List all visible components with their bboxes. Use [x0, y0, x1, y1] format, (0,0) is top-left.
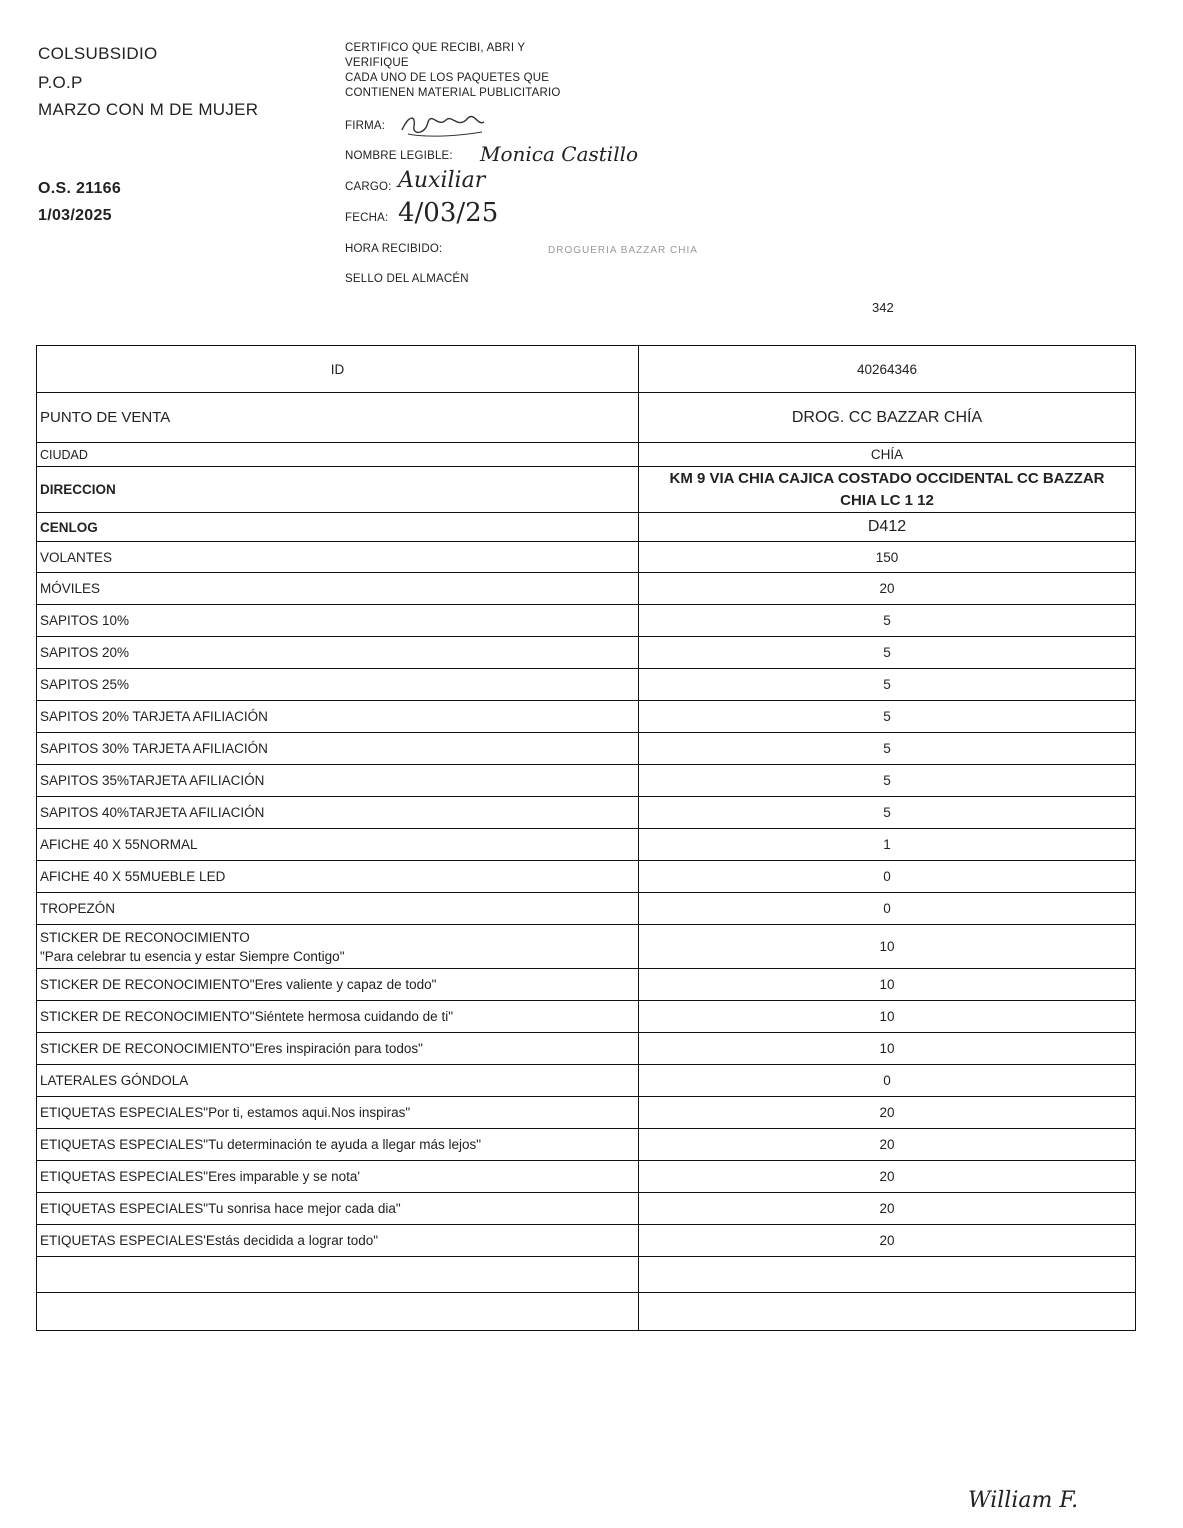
firma-signature — [398, 108, 488, 140]
row-value-cell — [639, 893, 1136, 925]
row-value: 10 — [879, 939, 895, 954]
row-value-cell — [639, 829, 1136, 861]
row-value: 5 — [883, 677, 891, 692]
row-label-cell — [37, 467, 639, 513]
nombre-value: Monica Castillo — [480, 142, 639, 166]
row-value-cell — [639, 605, 1136, 637]
row-label-cell — [37, 542, 639, 573]
row-label-cell — [37, 1001, 639, 1033]
fecha-value: 4/03/25 — [398, 198, 499, 228]
row-value-cell — [639, 765, 1136, 797]
table-row — [37, 925, 1136, 969]
table-row — [37, 1193, 1136, 1225]
row-value-cell — [639, 542, 1136, 573]
row-value: 10 — [879, 1041, 895, 1056]
row-label: SAPITOS 35%TARJETA AFILIACIÓN — [40, 773, 265, 788]
row-label: ETIQUETAS ESPECIALES"Eres imparable y se nota' — [40, 1169, 360, 1184]
row-label-line2: "Para celebrar tu esencia y estar Siempre Contigo" — [40, 948, 345, 964]
row-value: DROG. CC BAZZAR CHÍA — [791, 408, 983, 426]
row-value: 5 — [883, 805, 891, 820]
row-value-cell — [639, 573, 1136, 605]
row-label: SAPITOS 20% TARJETA AFILIACIÓN — [40, 709, 268, 724]
row-label: AFICHE 40 X 55MUEBLE LED — [40, 869, 226, 884]
pop-label: P.O.P — [38, 73, 83, 92]
table-row — [37, 573, 1136, 605]
row-label: PUNTO DE VENTA — [40, 409, 171, 426]
row-label: DIRECCION — [40, 482, 116, 497]
empty-cell — [37, 1257, 639, 1293]
row-label: SAPITOS 30% TARJETA AFILIACIÓN — [40, 741, 268, 756]
row-value-cell — [639, 733, 1136, 765]
table-row — [37, 733, 1136, 765]
company-name: COLSUBSIDIO — [38, 44, 158, 63]
row-label-cell — [37, 1033, 639, 1065]
row-value: 150 — [875, 549, 899, 565]
row-value: 1 — [883, 837, 891, 852]
row-label: VOLANTES — [40, 549, 113, 565]
row-value: 20 — [879, 1233, 895, 1248]
table-row — [37, 861, 1136, 893]
row-label-cell — [37, 829, 639, 861]
table-row — [37, 893, 1136, 925]
row-value: KM 9 VIA CHIA CAJICA COSTADO OCCIDENTAL CC BAZZAR CHIA LC 1 12 — [669, 469, 1105, 509]
row-value: CHÍA — [870, 447, 904, 462]
row-value-cell — [639, 513, 1136, 542]
table-row — [37, 969, 1136, 1001]
row-label: ID — [330, 361, 345, 377]
table-row — [37, 637, 1136, 669]
row-value: 0 — [883, 901, 891, 916]
row-label-cell — [37, 605, 639, 637]
row-label-cell — [37, 1225, 639, 1257]
row-value: D412 — [867, 518, 907, 535]
row-label: STICKER DE RECONOCIMIENTO — [40, 929, 250, 945]
table-row — [37, 443, 1136, 467]
row-value-cell — [639, 669, 1136, 701]
row-value-cell — [639, 1033, 1136, 1065]
table-row — [37, 1097, 1136, 1129]
row-value: 5 — [883, 709, 891, 724]
nombre-label: NOMBRE LEGIBLE: — [345, 150, 453, 162]
row-value-cell — [639, 467, 1136, 513]
row-label: ETIQUETAS ESPECIALES"Tu determinación te ayuda a llegar más lejos" — [40, 1137, 482, 1152]
row-label: STICKER DE RECONOCIMIENTO"Siéntete hermosa cuidando de ti" — [40, 1009, 453, 1024]
row-label: SAPITOS 20% — [40, 645, 130, 660]
order-number: O.S. 21166 — [38, 180, 122, 197]
row-label-cell — [37, 893, 639, 925]
row-value: 20 — [879, 1169, 895, 1184]
table-row — [37, 467, 1136, 513]
row-label: SAPITOS 25% — [40, 677, 130, 692]
row-label-cell — [37, 443, 639, 467]
firma-label: FIRMA: — [345, 120, 386, 132]
row-value: 0 — [883, 1073, 891, 1088]
row-value-cell — [639, 1065, 1136, 1097]
fecha-label: FECHA: — [345, 212, 389, 224]
table-row — [37, 1129, 1136, 1161]
table-row — [37, 1001, 1136, 1033]
row-label-cell — [37, 765, 639, 797]
table-row — [37, 346, 1136, 393]
campaign-name: MARZO CON M DE MUJER — [38, 100, 259, 119]
row-label-cell — [37, 969, 639, 1001]
row-label: AFICHE 40 X 55NORMAL — [40, 837, 198, 852]
row-value: 20 — [879, 1201, 895, 1216]
table-row — [37, 542, 1136, 573]
row-label: ETIQUETAS ESPECIALES"Por ti, estamos aqui.Nos inspiras" — [40, 1105, 411, 1120]
row-value-cell — [639, 1193, 1136, 1225]
row-value-cell — [639, 969, 1136, 1001]
row-label-cell — [37, 1193, 639, 1225]
table-row — [37, 513, 1136, 542]
row-value-cell — [639, 1001, 1136, 1033]
footer-signature: William F. — [968, 1488, 1079, 1513]
row-label: ETIQUETAS ESPECIALES"Tu sonrisa hace mejor cada dia" — [40, 1201, 401, 1216]
row-value-cell — [639, 797, 1136, 829]
row-value-cell — [639, 1225, 1136, 1257]
row-label: CENLOG — [40, 519, 98, 535]
row-value: 20 — [879, 581, 895, 596]
row-value-cell — [639, 1161, 1136, 1193]
sello-label: SELLO DEL ALMACÉN — [345, 273, 469, 285]
row-value: 20 — [879, 1137, 895, 1152]
table-row — [37, 701, 1136, 733]
row-value-cell — [639, 701, 1136, 733]
row-label: STICKER DE RECONOCIMIENTO"Eres valiente y capaz de todo" — [40, 977, 437, 992]
empty-cell — [639, 1257, 1136, 1293]
cert-line: CERTIFICO QUE RECIBI, ABRI Y — [345, 42, 526, 54]
row-value-cell — [639, 346, 1136, 393]
row-label-cell — [37, 797, 639, 829]
table-row — [37, 797, 1136, 829]
row-value-cell — [639, 1129, 1136, 1161]
row-label-cell — [37, 701, 639, 733]
table-row — [37, 1065, 1136, 1097]
row-value-cell — [639, 1097, 1136, 1129]
row-value: 5 — [883, 613, 891, 628]
table-row — [37, 765, 1136, 797]
row-label-cell — [37, 1065, 639, 1097]
row-label: CIUDAD — [40, 447, 88, 462]
row-value: 10 — [879, 1009, 895, 1024]
row-label-cell — [37, 393, 639, 443]
row-label: MÓVILES — [40, 581, 101, 596]
row-label-cell — [37, 573, 639, 605]
row-value: 40264346 — [856, 361, 918, 377]
certification-text — [345, 41, 561, 101]
material-table — [36, 345, 1136, 1331]
row-label-cell — [37, 346, 639, 393]
row-value: 0 — [883, 869, 891, 884]
table-row — [37, 1033, 1136, 1065]
row-label: SAPITOS 40%TARJETA AFILIACIÓN — [40, 805, 265, 820]
cargo-value: Auxiliar — [398, 168, 486, 193]
row-value: 5 — [883, 741, 891, 756]
row-value-cell — [639, 861, 1136, 893]
cert-line: VERIFIQUE — [345, 57, 409, 69]
row-label: LATERALES GÓNDOLA — [40, 1073, 189, 1088]
row-value: 5 — [883, 645, 891, 660]
empty-cell — [37, 1293, 639, 1331]
row-label: ETIQUETAS ESPECIALES'Estás decidida a lograr todo" — [40, 1233, 379, 1248]
hora-label: HORA RECIBIDO: — [345, 243, 443, 255]
table-row — [37, 605, 1136, 637]
row-label-cell — [37, 925, 639, 969]
row-label-cell — [37, 733, 639, 765]
order-date: 1/03/2025 — [38, 207, 112, 224]
row-value: 10 — [879, 977, 895, 992]
row-value: 20 — [879, 1105, 895, 1120]
row-label: STICKER DE RECONOCIMIENTO"Eres inspiración para todos" — [40, 1041, 423, 1056]
row-label-cell — [37, 1097, 639, 1129]
table-row — [37, 393, 1136, 443]
cert-line: CADA UNO DE LOS PAQUETES QUE — [345, 72, 550, 84]
row-label-cell — [37, 861, 639, 893]
page-number: 342 — [872, 300, 894, 315]
empty-cell — [639, 1293, 1136, 1331]
row-label-cell — [37, 637, 639, 669]
row-value-cell — [639, 637, 1136, 669]
table-row — [37, 669, 1136, 701]
row-label-cell — [37, 1129, 639, 1161]
row-label-cell — [37, 1161, 639, 1193]
row-value-cell — [639, 925, 1136, 969]
row-value: 5 — [883, 773, 891, 788]
table-row — [37, 1161, 1136, 1193]
cert-line: CONTIENEN MATERIAL PUBLICITARIO — [345, 87, 561, 99]
stamp-text: DROGUERIA BAZZAR CHIA — [548, 245, 698, 256]
row-label: TROPEZÓN — [40, 901, 116, 916]
row-label: SAPITOS 10% — [40, 613, 130, 628]
empty-row — [37, 1257, 1136, 1293]
row-label-cell — [37, 513, 639, 542]
empty-row — [37, 1293, 1136, 1331]
row-value-cell — [639, 443, 1136, 467]
table-row — [37, 829, 1136, 861]
row-value-cell — [639, 393, 1136, 443]
row-label-cell — [37, 669, 639, 701]
cargo-label: CARGO: — [345, 181, 392, 193]
table-row — [37, 1225, 1136, 1257]
